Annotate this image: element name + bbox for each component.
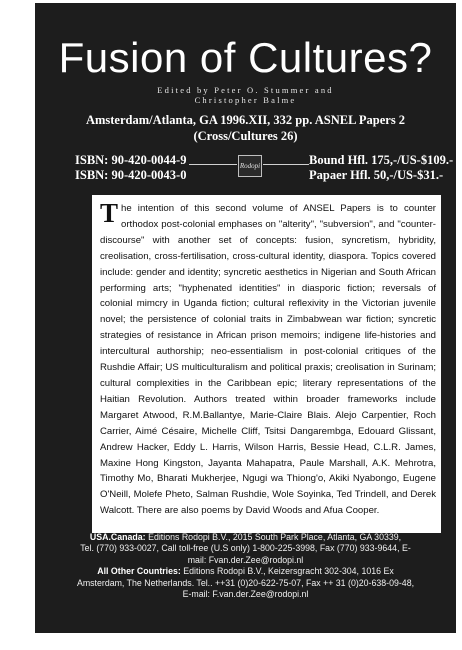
divider-left xyxy=(189,164,237,165)
isbn-hardbound: ISBN: 90-420-0044-9 xyxy=(75,153,187,167)
contact-usa-label: USA.Canada: xyxy=(89,532,146,542)
description-box xyxy=(92,195,441,533)
isbn-block xyxy=(35,153,456,187)
drop-cap: T xyxy=(100,198,119,228)
editors xyxy=(35,85,456,105)
contact-usa-line-3: mail: Fvan.der.Zee@rodopi.nl xyxy=(187,554,304,565)
description-text: he intention of this second volume of ANSEL Papers is to counter orthodox post-colonial emphases on "alterity", "subversion", and "counter-discourse" with another set of concepts: fusion, syncretism, hybridity, creolisation, cross-fertilisation, cross-cultural identity, diaspora. Topics covered include: gender and identity; syncretic aesthetics in Nigerian and South African performing arts; "hyphenated identities" in diasporic fiction; reversals of colonial mimcry in Uganda fiction; cultural reflexivity in the Victorian juvenile novel; the persistence of colonial traits in Zimbabwean war fiction; syncretic strategies of resistance in African prison memoirs; indigene life-histories and intercultural authorship; neo-essentialism in post-colonial critiques of the Rushdie Affair; US multiculturalism and political praxis; creolisation in Surinam; cultural complexities in the Caribbean epic; literary representations of the Haitian Revolution. Authors treated within broader frameworks include Margaret Atwood, R.M.Ballantye, Marie-Claire Blais. Alejo Carpentier, Roch Carrier, Aimé Césaire, Michelle Cliff, Tsitsi Dangarembga, Edouard Glissant, Andrew Hacker, Eddy L. Harris, Wilson Harris, Bessie Head, C.L.R. James, Maxine Hong Kingston, Jayanta Mahapatra, Paule Marshall, A.K. Mehrotra, Timothy Mo, Bharati Mukherjee, Ngugi wa Thiong'o, Akiki Nyabongo, Eugene O'Neill, Molefe Pheto, Salman Rushdie, Wole Soyinka, Ted Trindell, and Derek Walcott. There are also poems by David Woods and Afua Cooper. xyxy=(100,203,436,517)
contact-other-line-1 xyxy=(35,566,456,577)
contact-usa-line-1 xyxy=(35,532,456,543)
isbn-list xyxy=(75,153,186,183)
price-hardbound: Bound Hfl. 175,-/US-$109.- xyxy=(309,153,454,167)
editors-line-2: Christopher Balme xyxy=(194,95,297,105)
publisher-logo: Rodopi xyxy=(238,155,262,177)
contact-other-line-2: Amsterdam, The Netherlands. Tel.. ++31 (0)20-622-75-07, Fax ++ 31 (0)20-638-09-48, xyxy=(76,577,415,588)
publication-line-1: Amsterdam/Atlanta, GA 1996.XII, 332 pp. ASNEL Papers 2 xyxy=(85,113,406,127)
book-title: Fusion of Cultures? xyxy=(58,34,433,81)
contact-other-line-3: E-mail: F.van.der.Zee@rodopi.nl xyxy=(182,589,309,600)
contact-usa-address: Editions Rodopi B.V., 2015 South Park Place, Atlanta, GA 30339, xyxy=(148,532,402,542)
contact-usa-line-2: Tel. (770) 933-0027, Call toll-free (U.S only) 1-800-225-3998, Fax (770) 933-9644, E- xyxy=(80,543,411,554)
publication-info xyxy=(35,112,456,144)
publication-line-2: (Cross/Cultures 26) xyxy=(193,129,298,143)
price-list xyxy=(309,153,453,183)
divider-right xyxy=(263,164,309,165)
flyer-page xyxy=(35,3,456,633)
contact-info xyxy=(35,532,456,600)
editors-line-1: Edited by Peter O. Stummer and xyxy=(157,85,334,95)
contact-other-address: Editions Rodopi B.V., Keizersgracht 302-304, 1016 Ex xyxy=(183,566,394,577)
price-paperback: Papaer Hfl. 50,-/US-$31.- xyxy=(309,168,444,182)
contact-other-label: All Other Countries: xyxy=(97,566,181,577)
isbn-paperback: ISBN: 90-420-0043-0 xyxy=(75,168,187,182)
